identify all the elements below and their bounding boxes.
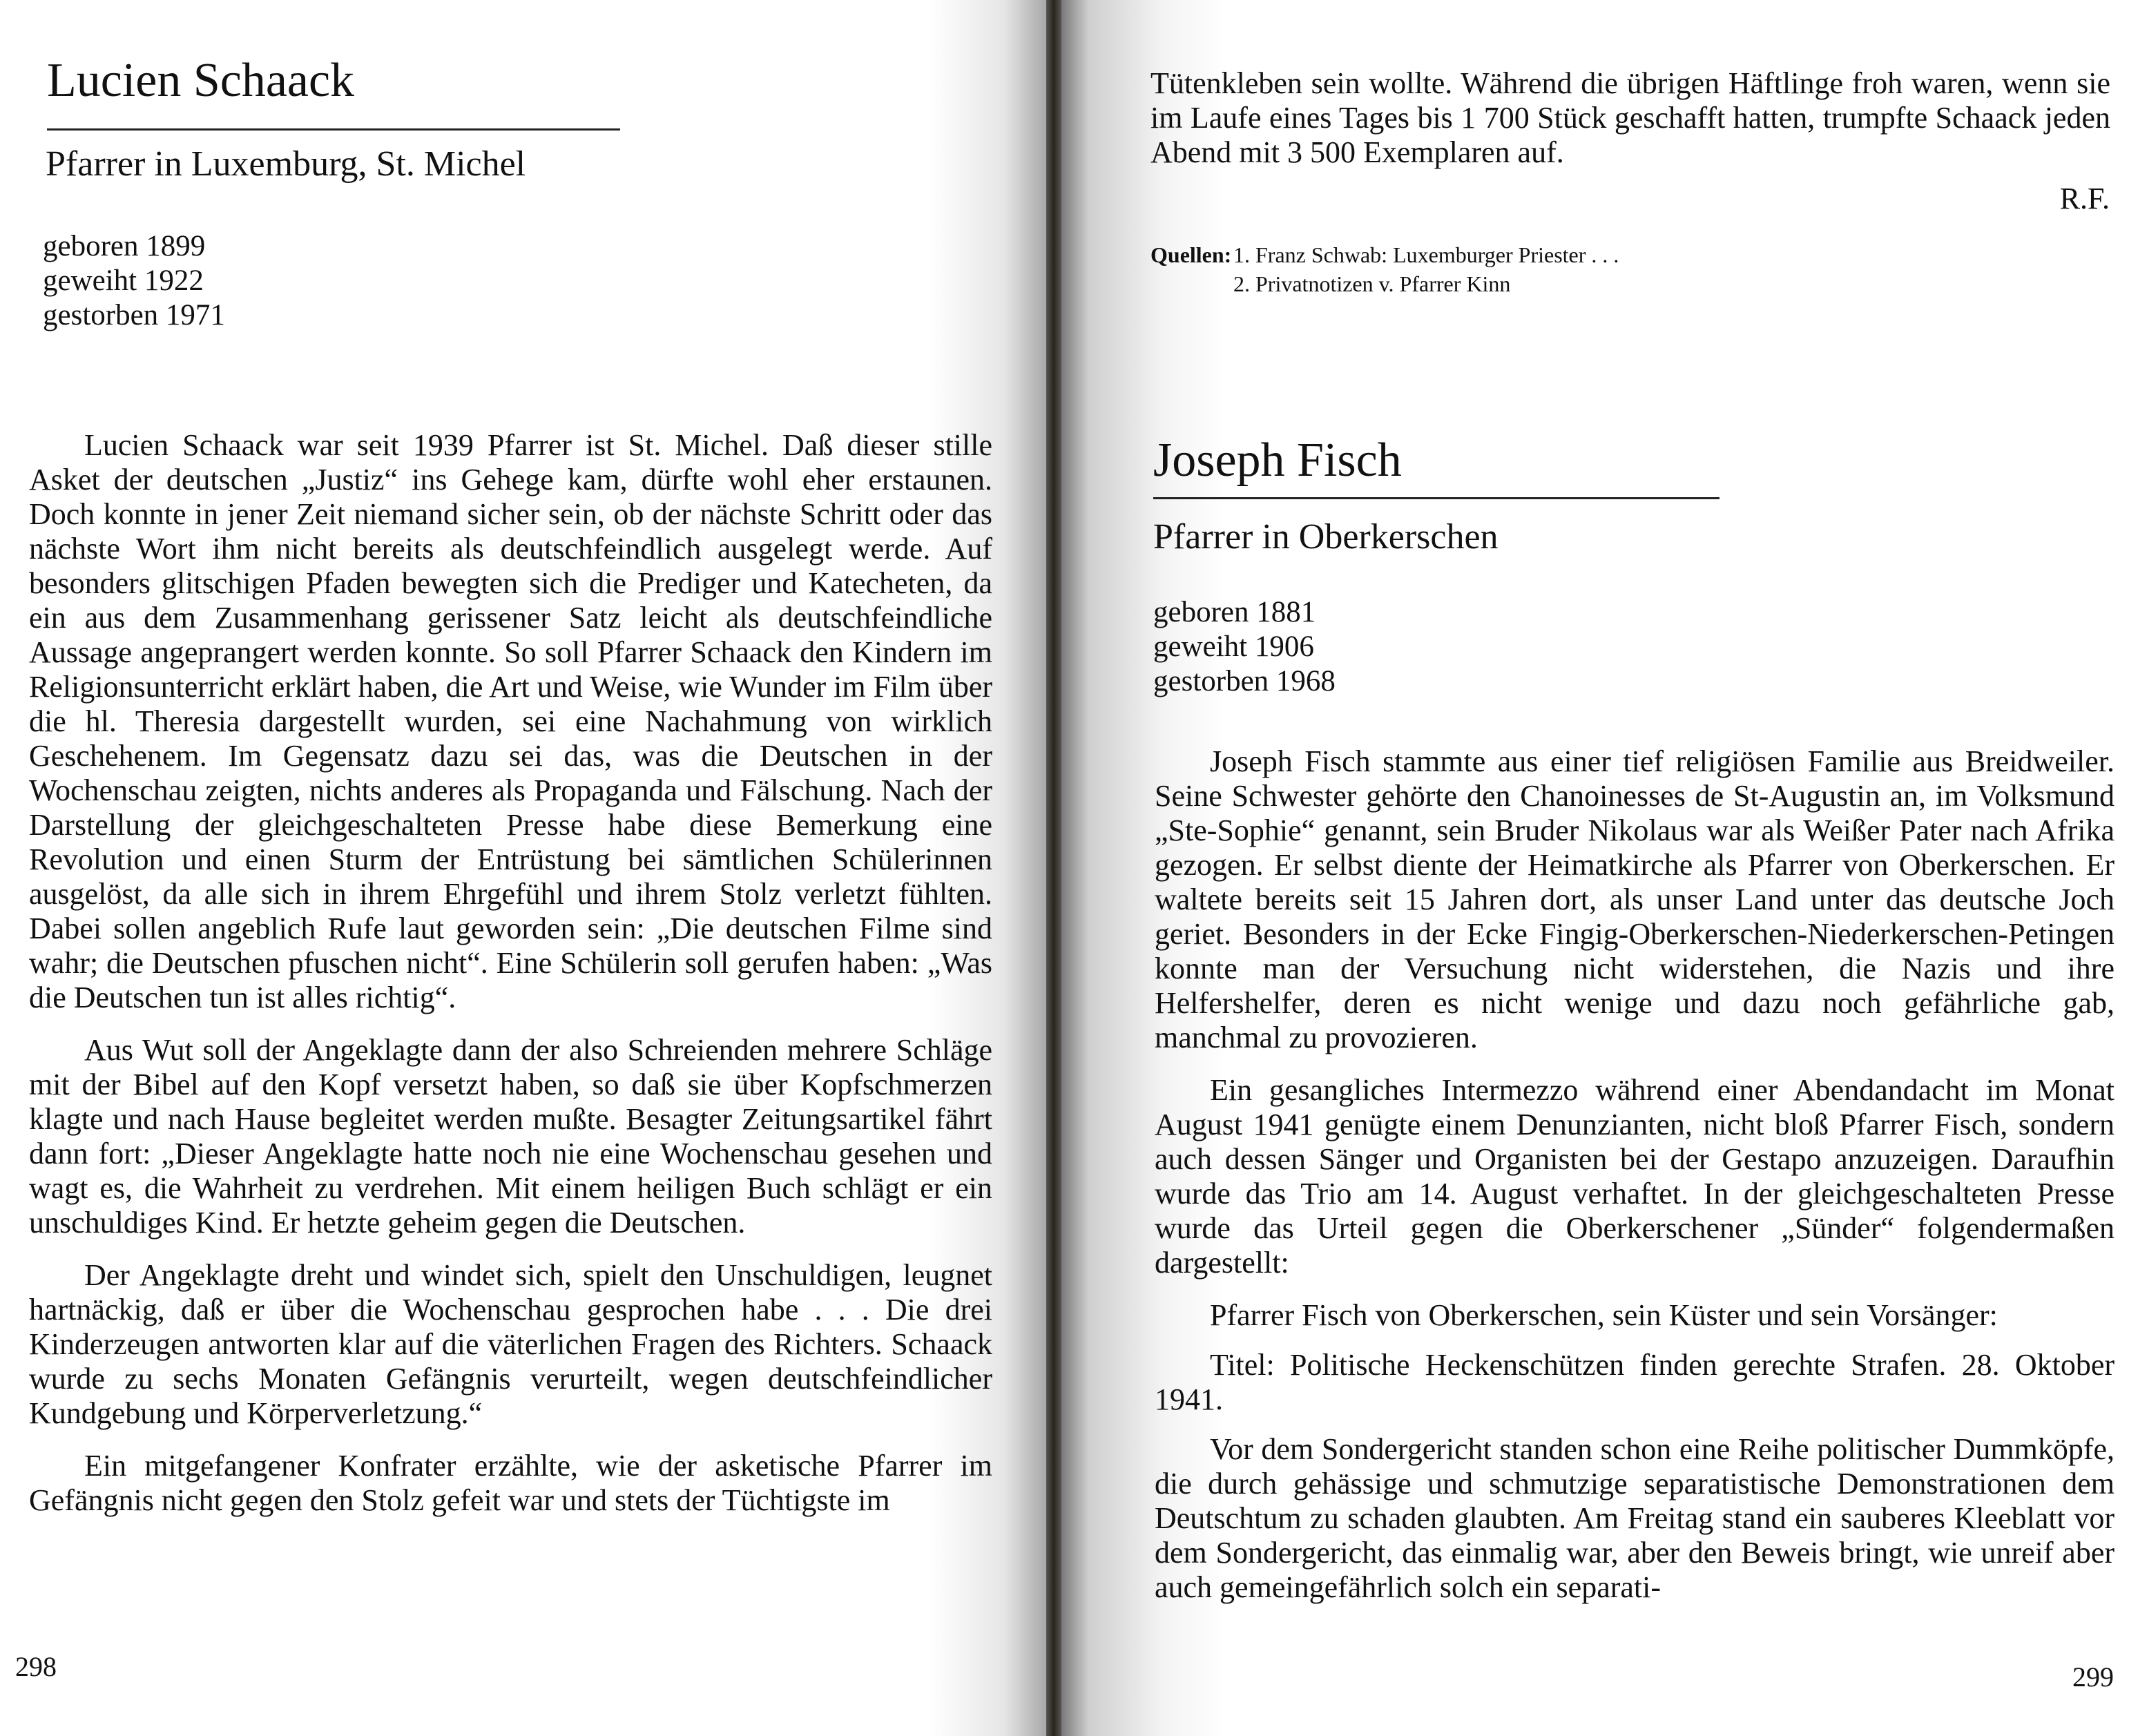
article-title: Lucien Schaack: [47, 54, 355, 107]
paragraph: Tütenkleben sein wollte. Während die übrigen Häftlinge froh waren, wenn sie im Laufe eines Tages bis 1 700 Stück geschafft hatten, trumpfte Schaack jeden Abend mit 3 500 Exemplaren auf.: [1150, 66, 2110, 169]
paragraph: Der Angeklagte dreht und windet sich, spielt den Unschuldigen, leugnet hartnäckig, daß er über die Wochenschau gesprochen habe . . . Die drei Kinderzeugen antworten klar auf die väterlichen Fragen des Richters. Schaack wurde zu sechs Monaten Gefängnis verurteilt, wegen deutschfeindlicher Kundgebung und Körperverletzung.“: [29, 1258, 992, 1430]
sources-label: Quellen:: [1150, 242, 1232, 267]
paragraph: Ein gesangliches Intermezzo während einer Abendandacht im Monat August 1941 genügte einem Denunzianten, nicht bloß Pfarrer Fisch, sondern auch dessen Sänger und Organisten bei der Gestapo anzuzeigen. Daraufhin wurde das Trio am 14. August verhaftet. In der gleichgeschalteten Presse wurde das Urteil gegen die Oberkerschener „Sünder“ folgendermaßen dargestellt:: [1155, 1073, 2114, 1280]
page-number: 298: [15, 1651, 57, 1682]
biographical-dates: [43, 229, 225, 333]
source-item: 1. Franz Schwab: Luxemburger Priester . . .: [1233, 242, 1619, 267]
quoted-heading: Pfarrer Fisch von Oberkerschen, sein Küster und sein Vorsänger:: [1210, 1298, 1998, 1332]
birth-date: geboren 1881: [1153, 596, 1316, 628]
paragraph: Lucien Schaack war seit 1939 Pfarrer ist St. Michel. Daß dieser stille Asket der deutschen „Justiz“ ins Gehege kam, dürfte wohl eher erstaunen. Doch konnte in jener Zeit niemand sicher sein, ob der nächste Schritt oder das nächste Wort ihm nicht bereits als deutschfeindlich ausgelegt werde. Auf besonders glitschigen Pfaden bewegten sich die Prediger und Katecheten, da ein aus dem Zusammenhang gerissener Satz leicht als deutschfeindliche Aussage angeprangert werden konnte. So soll Pfarrer Schaack den Kindern im Religionsunterricht erklärt haben, die Art und Weise, wie Wunder im Film über die hl. Theresia dargestellt wurden, sei eine Nachahmung von wirklich Geschehenem. Im Gegensatz dazu sei das, was die Deutschen in der Wochenschau zeigten, nichts anderes als Propaganda und Fälschung. Nach der Darstellung der gleichgeschalteten Presse habe diese Bemerkung eine Revolution und einen Sturm der Entrüstung bei sämtlichen Schülerinnen ausgelöst, da alle sich in ihrem Ehrgefühl und ihrem Stolz verletzt fühlten. Dabei sollen angeblich Rufe laut geworden sein: „Die deutschen Filme sind wahr; die Deutschen pfuschen nicht“. Eine Schülerin soll gerufen haben: „Was die Deutschen tun ist alles richtig“.: [29, 428, 992, 1014]
paragraph: Joseph Fisch stammte aus einer tief religiösen Familie aus Breidweiler. Seine Schwester gehörte den Chanoinesses de St-Augustin an, im Volksmund „Ste-Sophie“ genannt, sein Bruder Nikolaus war als Weißer Pater nach Afrika gezogen. Er selbst diente der Heimatkirche als Pfarrer von Oberkerschen. Er waltete bereits seit 15 Jahren dort, als unser Land unter das deutsche Joch geriet. Besonders in der Ecke Fingig-Oberkerschen-Niederkerschen-Petingen konnte man der Versuchung nicht widerstehen, die Nazis und ihre Helfershelfer, deren es nicht wenige und dazu noch gefährliche gab, manchmal zu provozieren.: [1155, 744, 2114, 1054]
ordination-date: geweiht 1906: [1153, 630, 1314, 663]
ordination-date: geweiht 1922: [43, 264, 204, 297]
continued-text: [1150, 66, 2110, 188]
title-rule: [1153, 497, 1719, 499]
article-title: Joseph Fisch: [1153, 434, 1402, 487]
quoted-title: Titel: Politische Heckenschützen finden gerechte Strafen. 28. Oktober 1941.: [1155, 1348, 2114, 1416]
book-gutter: [1046, 0, 1061, 1736]
paragraph: Ein mitgefangener Konfrater erzählte, wie der asketische Pfarrer im Gefängnis nicht gegen den Stolz gefeit war und stets der Tüchtigste im: [29, 1449, 992, 1517]
source-item: 2. Privatnotizen v. Pfarrer Kinn: [1233, 271, 1511, 296]
left-page: [0, 0, 1057, 1736]
paragraph: Aus Wut soll der Angeklagte dann der also Schreienden mehrere Schläge mit der Bibel auf den Kopf versetzt haben, so daß sie über Kopfschmerzen klagte und nach Hause begleitet werden mußte. Besagter Zeitungsartikel fährt dann fort: „Dieser Angeklagte hatte noch nie eine Wochenschau gesehen und wagt es, die Wahrheit zu verdrehen. Mit einem heiligen Buch schlägt er ein unschuldiges Kind. Er hetzte geheim gegen die Deutschen.: [29, 1033, 992, 1240]
sources: [1150, 240, 1619, 298]
birth-date: geboren 1899: [43, 230, 206, 262]
title-rule: [47, 128, 620, 131]
article-body: [29, 428, 992, 1536]
article-subtitle: Pfarrer in Luxemburg, St. Michel: [46, 144, 526, 184]
paragraph: Vor dem Sondergericht standen schon eine Reihe politischer Dummköpfe, die durch gehässige und schmutzige separatistische Demonstrationen dem Deutschtum zu schaden glaubten. Am Freitag stand ein sauberes Kleeblatt vor dem Sondergericht, das einmalig war, aber den Beweis bringt, wie unreif aber auch gemeingefährlich solch ein separati-: [1155, 1432, 2114, 1604]
biographical-dates: [1153, 595, 1336, 699]
page-number: 299: [2072, 1661, 2114, 1692]
death-date: gestorben 1968: [1153, 665, 1336, 697]
author-signature: R.F.: [2059, 182, 2110, 215]
right-page: [1057, 0, 2129, 1736]
article-body: [1155, 744, 2114, 1623]
death-date: gestorben 1971: [43, 299, 225, 331]
article-subtitle: Pfarrer in Oberkerschen: [1153, 517, 1499, 557]
